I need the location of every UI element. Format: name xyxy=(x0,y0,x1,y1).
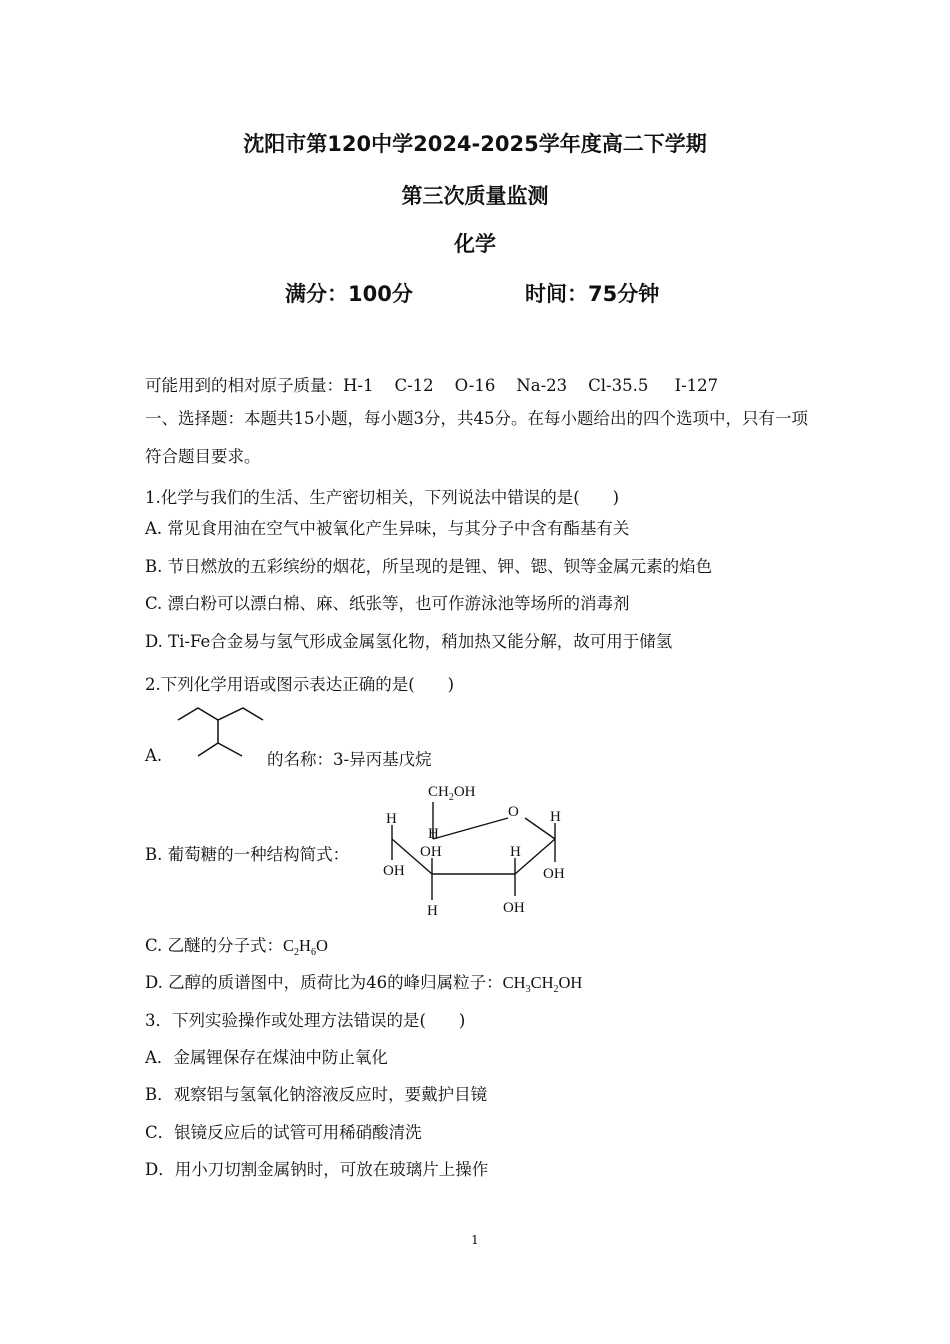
glucose-ring-oxygen: O xyxy=(508,804,519,820)
q2-option-d xyxy=(145,969,582,993)
glucose-c1-h: H xyxy=(550,809,561,825)
q1-option-b: B. 节日燃放的五彩缤纷的烟花，所呈现的是锂、钾、锶、钡等金属元素的焰色 xyxy=(145,557,713,576)
q2-option-a-label: A. xyxy=(145,746,163,765)
q3-option-a: A．金属锂保存在煤油中防止氧化 xyxy=(145,1048,388,1067)
full-score: 满分：100分 xyxy=(285,282,413,306)
q3-option-d: D．用小刀切割金属钠时，可放在玻璃片上操作 xyxy=(145,1160,489,1179)
ethanol-formula: $CH_3CH_2OH$ xyxy=(502,973,583,995)
q2-option-d-text: D. 乙醇的质谱图中，质荷比为46的峰归属粒子： xyxy=(145,973,503,992)
glucose-c3-oh: OH xyxy=(420,844,442,860)
q1-option-c: C. 漂白粉可以漂白棉、麻、纸张等，也可作游泳池等场所的消毒剂 xyxy=(145,594,630,613)
glucose-ch2oh-label: $CH_2OH$ xyxy=(428,784,476,803)
glucose-c2-oh: OH xyxy=(503,900,525,916)
q1-option-d: D. Ti-Fe合金易与氢气形成金属氢化物，稍加热又能分解，故可用于储氢 xyxy=(145,632,673,651)
q3-option-c: C．银镜反应后的试管可用稀硝酸清洗 xyxy=(145,1123,422,1142)
skeletal-formula-diagram xyxy=(170,700,265,762)
glucose-c2-h: H xyxy=(510,844,521,860)
glucose-c3-h: H xyxy=(427,903,438,919)
exam-subtitle: 第三次质量监测 xyxy=(401,184,549,208)
q3-option-b: B．观察铝与氢氧化钠溶液反应时，要戴护目镜 xyxy=(145,1085,488,1104)
exam-time: 时间：75分钟 xyxy=(525,282,660,306)
subject-title: 化学 xyxy=(454,232,496,256)
q2-option-a-text: 的名称：3-异丙基戊烷 xyxy=(267,750,432,769)
q1-option-a: A. 常见食用油在空气中被氧化产生异味，与其分子中含有酯基有关 xyxy=(145,519,630,538)
page-number: 1 xyxy=(471,1233,479,1247)
glucose-c4-oh: OH xyxy=(383,863,405,879)
glucose-c5-h: H xyxy=(428,826,439,842)
exam-title: 沈阳市第120中学2024-2025学年度高二下学期 xyxy=(243,132,707,156)
q2-option-c-text: C. 乙醚的分子式： xyxy=(145,936,284,955)
q1-stem: 1.化学与我们的生活、生产密切相关，下列说法中错误的是( ) xyxy=(145,488,620,507)
q2-option-b-text: B. 葡萄糖的一种结构简式： xyxy=(145,845,350,864)
diethyl-ether-formula: $C_2H_6O$ xyxy=(283,936,328,958)
atomic-masses: 可能用到的相对原子质量：H-1 C-12 O-16 Na-23 Cl-35.5 I-127 xyxy=(145,376,719,395)
glucose-structure-diagram xyxy=(380,778,580,923)
glucose-c1-oh: OH xyxy=(543,866,565,882)
q3-stem: 3．下列实验操作或处理方法错误的是( ) xyxy=(145,1011,466,1030)
q2-option-c xyxy=(145,932,328,956)
glucose-c4-h: H xyxy=(386,811,397,827)
q2-stem: 2.下列化学用语或图示表达正确的是( ) xyxy=(145,675,455,694)
section1-intro: 一、选择题：本题共15小题，每小题3分，共45分。在每小题给出的四个选项中，只有一项符合题目要求。 xyxy=(145,409,808,466)
